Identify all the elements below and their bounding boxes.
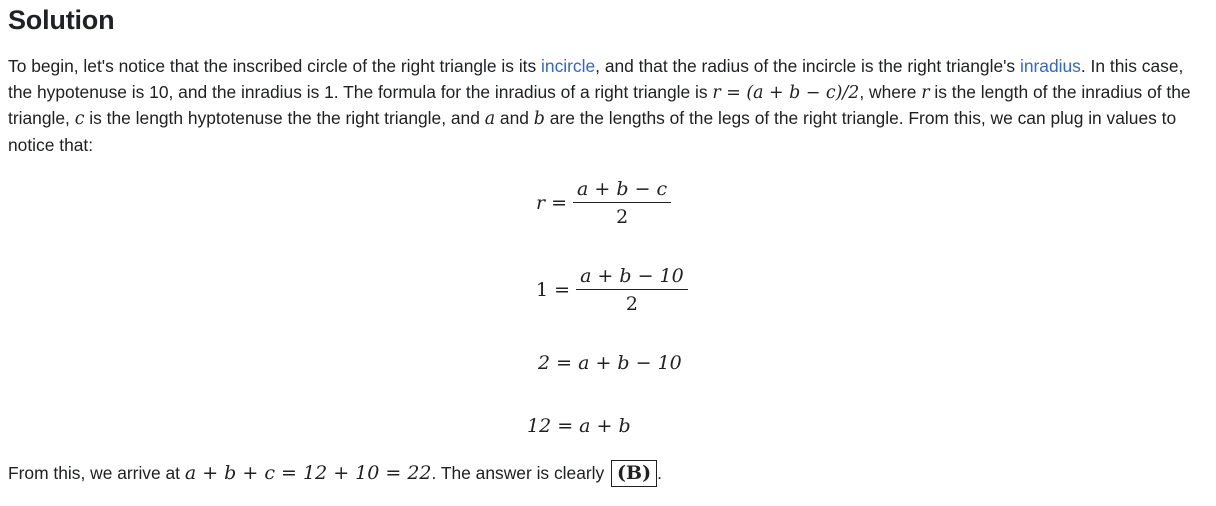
section-heading: Solution [8,5,115,35]
fraction-numerator: a + b − c [573,178,671,203]
text: , where [859,81,922,102]
variable-a: a [484,109,496,129]
text: . [657,463,662,483]
equation-4: 12 = a + b [527,415,631,437]
text: , and that the radius of the incircle is the right triangle's [595,56,1020,76]
fraction [573,178,671,228]
inradius-formula: r = (a + b − c)/2 [712,82,860,103]
variable-r: r [921,82,930,103]
fraction-numerator: a + b − 10 [576,265,688,290]
sum-equation: a + b + c = 12 + 10 = 22 [184,462,432,484]
equation-3: 2 = a + b − 10 [538,352,682,374]
incircle-link[interactable]: incircle [541,56,596,76]
equation-2 [536,265,688,315]
fraction-denominator: 2 [625,293,638,315]
text: From this, we arrive at [8,463,185,483]
text: and [495,108,534,128]
text: . In this case, the hypotenuse is 10, and the inradius is 1. The formula for the inradius of a right triangle is [8,56,1184,102]
text: . The answer is clearly [431,463,610,483]
fraction [576,265,688,315]
conclusion-line [8,460,662,487]
text: is the length of the inradius of the triangle, [8,81,1191,128]
inradius-link[interactable]: inradius [1019,56,1081,76]
fraction-denominator: 2 [616,206,629,228]
solution-paragraph [8,54,1204,158]
answer-box: (B) [611,460,657,487]
equation-1 [536,178,671,228]
text: are the lengths of the legs of the right triangle. From this, we can plug in values to notice that: [8,108,1177,155]
text: To begin, let's notice that the inscribed circle of the right triangle is its [8,56,542,76]
text: is the length hyptotenuse the the right triangle, and [84,108,485,128]
variable-c: c [74,109,85,129]
equation-lhs: 1 = [536,279,571,301]
variable-b: b [533,109,545,129]
equation-lhs: r = [536,192,568,214]
